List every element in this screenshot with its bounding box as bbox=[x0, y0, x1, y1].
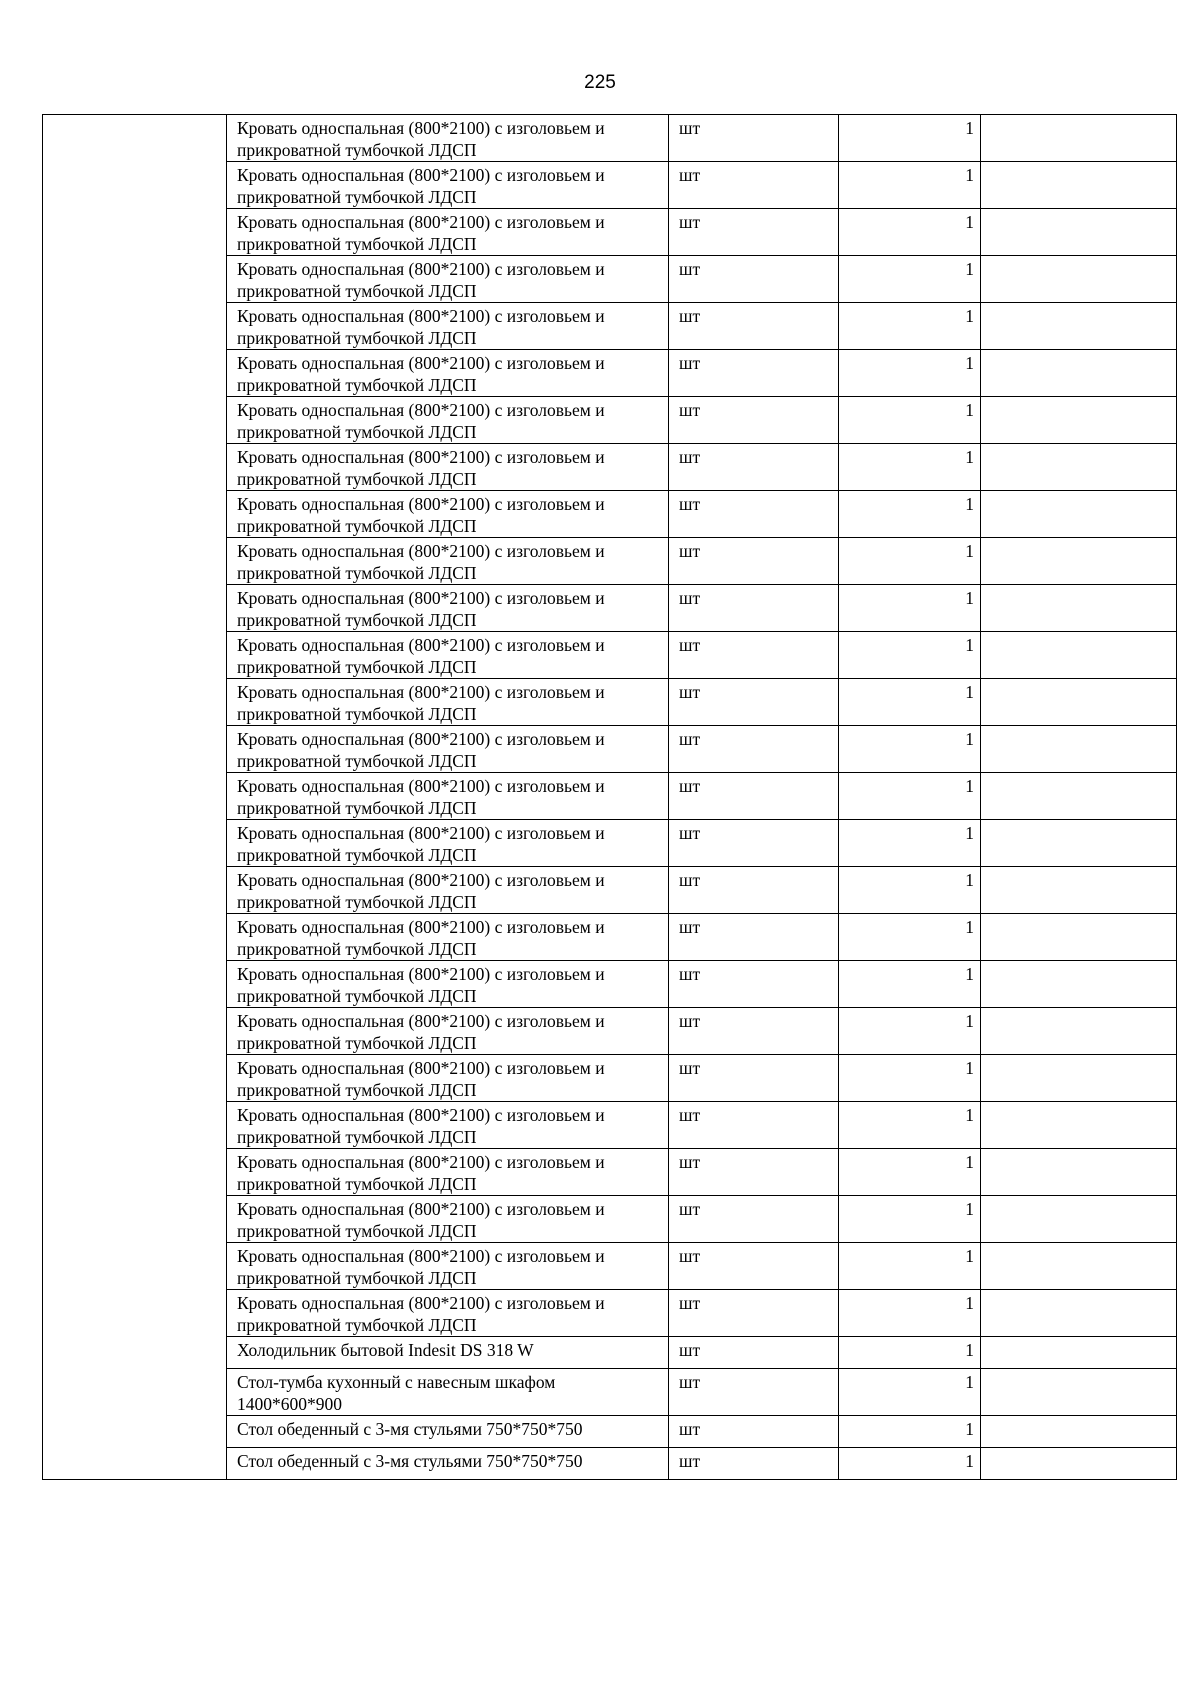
item-name-cell: Кровать односпальная (800*2100) с изголовьем и прикроватной тумбочкой ЛДСП bbox=[227, 256, 669, 303]
empty-cell bbox=[981, 679, 1177, 726]
item-name-cell: Холодильник бытовой Indesit DS 318 W bbox=[227, 1337, 669, 1369]
unit-cell: шт bbox=[669, 1243, 839, 1290]
unit-cell: шт bbox=[669, 1416, 839, 1448]
item-name-cell: Стол обеденный с 3-мя стульями 750*750*750 bbox=[227, 1448, 669, 1480]
empty-cell bbox=[981, 350, 1177, 397]
item-name-cell: Кровать односпальная (800*2100) с изголовьем и прикроватной тумбочкой ЛДСП bbox=[227, 914, 669, 961]
unit-cell: шт bbox=[669, 914, 839, 961]
empty-cell bbox=[981, 538, 1177, 585]
item-name-cell: Кровать односпальная (800*2100) с изголовьем и прикроватной тумбочкой ЛДСП bbox=[227, 1055, 669, 1102]
quantity-cell: 1 bbox=[839, 726, 981, 773]
unit-cell: шт bbox=[669, 632, 839, 679]
item-name-cell: Кровать односпальная (800*2100) с изголовьем и прикроватной тумбочкой ЛДСП bbox=[227, 961, 669, 1008]
unit-cell: шт bbox=[669, 773, 839, 820]
item-name-cell: Стол обеденный с 3-мя стульями 750*750*750 bbox=[227, 1416, 669, 1448]
empty-cell bbox=[981, 162, 1177, 209]
unit-cell: шт bbox=[669, 679, 839, 726]
unit-cell: шт bbox=[669, 1008, 839, 1055]
quantity-cell: 1 bbox=[839, 1290, 981, 1337]
unit-cell: шт bbox=[669, 1149, 839, 1196]
empty-cell bbox=[981, 303, 1177, 350]
item-name-cell: Кровать односпальная (800*2100) с изголовьем и прикроватной тумбочкой ЛДСП bbox=[227, 1196, 669, 1243]
unit-cell: шт bbox=[669, 1337, 839, 1369]
quantity-cell: 1 bbox=[839, 444, 981, 491]
item-name-cell: Кровать односпальная (800*2100) с изголовьем и прикроватной тумбочкой ЛДСП bbox=[227, 679, 669, 726]
empty-cell bbox=[981, 1448, 1177, 1480]
empty-cell bbox=[981, 1369, 1177, 1416]
item-name-cell: Кровать односпальная (800*2100) с изголовьем и прикроватной тумбочкой ЛДСП bbox=[227, 209, 669, 256]
quantity-cell: 1 bbox=[839, 256, 981, 303]
empty-cell bbox=[981, 585, 1177, 632]
quantity-cell: 1 bbox=[839, 350, 981, 397]
quantity-cell: 1 bbox=[839, 1055, 981, 1102]
empty-cell bbox=[981, 1290, 1177, 1337]
item-name-cell: Кровать односпальная (800*2100) с изголовьем и прикроватной тумбочкой ЛДСП bbox=[227, 162, 669, 209]
empty-cell bbox=[981, 1055, 1177, 1102]
empty-cell bbox=[981, 961, 1177, 1008]
empty-cell bbox=[981, 1243, 1177, 1290]
empty-cell bbox=[981, 1102, 1177, 1149]
item-name-cell: Кровать односпальная (800*2100) с изголовьем и прикроватной тумбочкой ЛДСП bbox=[227, 820, 669, 867]
item-name-cell: Кровать односпальная (800*2100) с изголовьем и прикроватной тумбочкой ЛДСП bbox=[227, 1102, 669, 1149]
empty-cell bbox=[981, 115, 1177, 162]
quantity-cell: 1 bbox=[839, 1196, 981, 1243]
item-name-cell: Кровать односпальная (800*2100) с изголовьем и прикроватной тумбочкой ЛДСП bbox=[227, 632, 669, 679]
empty-cell bbox=[981, 773, 1177, 820]
empty-cell bbox=[981, 397, 1177, 444]
unit-cell: шт bbox=[669, 397, 839, 444]
unit-cell: шт bbox=[669, 303, 839, 350]
unit-cell: шт bbox=[669, 256, 839, 303]
empty-cell bbox=[981, 209, 1177, 256]
quantity-cell: 1 bbox=[839, 867, 981, 914]
unit-cell: шт bbox=[669, 1102, 839, 1149]
quantity-cell: 1 bbox=[839, 1243, 981, 1290]
unit-cell: шт bbox=[669, 1290, 839, 1337]
quantity-cell: 1 bbox=[839, 679, 981, 726]
unit-cell: шт bbox=[669, 115, 839, 162]
empty-cell bbox=[981, 256, 1177, 303]
unit-cell: шт bbox=[669, 538, 839, 585]
quantity-cell: 1 bbox=[839, 162, 981, 209]
inventory-table bbox=[42, 114, 1177, 1480]
empty-cell bbox=[981, 491, 1177, 538]
page-number: 225 bbox=[584, 72, 616, 93]
empty-cell bbox=[981, 820, 1177, 867]
unit-cell: шт bbox=[669, 867, 839, 914]
quantity-cell: 1 bbox=[839, 961, 981, 1008]
empty-cell bbox=[981, 1416, 1177, 1448]
inventory-table-body bbox=[43, 115, 1177, 1480]
item-name-cell: Кровать односпальная (800*2100) с изголовьем и прикроватной тумбочкой ЛДСП bbox=[227, 585, 669, 632]
unit-cell: шт bbox=[669, 726, 839, 773]
item-name-cell: Кровать односпальная (800*2100) с изголовьем и прикроватной тумбочкой ЛДСП bbox=[227, 773, 669, 820]
quantity-cell: 1 bbox=[839, 491, 981, 538]
unit-cell: шт bbox=[669, 820, 839, 867]
quantity-cell: 1 bbox=[839, 632, 981, 679]
unit-cell: шт bbox=[669, 585, 839, 632]
item-name-cell: Кровать односпальная (800*2100) с изголовьем и прикроватной тумбочкой ЛДСП bbox=[227, 397, 669, 444]
item-name-cell: Кровать односпальная (800*2100) с изголовьем и прикроватной тумбочкой ЛДСП bbox=[227, 1008, 669, 1055]
empty-cell bbox=[981, 914, 1177, 961]
unit-cell: шт bbox=[669, 209, 839, 256]
empty-cell bbox=[981, 726, 1177, 773]
item-name-cell: Кровать односпальная (800*2100) с изголовьем и прикроватной тумбочкой ЛДСП bbox=[227, 350, 669, 397]
quantity-cell: 1 bbox=[839, 1008, 981, 1055]
unit-cell: шт bbox=[669, 1055, 839, 1102]
item-name-cell: Кровать односпальная (800*2100) с изголовьем и прикроватной тумбочкой ЛДСП bbox=[227, 1290, 669, 1337]
quantity-cell: 1 bbox=[839, 397, 981, 444]
empty-cell bbox=[981, 632, 1177, 679]
item-name-cell: Кровать односпальная (800*2100) с изголовьем и прикроватной тумбочкой ЛДСП bbox=[227, 1149, 669, 1196]
quantity-cell: 1 bbox=[839, 820, 981, 867]
quantity-cell: 1 bbox=[839, 115, 981, 162]
quantity-cell: 1 bbox=[839, 303, 981, 350]
item-name-cell: Кровать односпальная (800*2100) с изголовьем и прикроватной тумбочкой ЛДСП bbox=[227, 538, 669, 585]
item-name-cell: Кровать односпальная (800*2100) с изголовьем и прикроватной тумбочкой ЛДСП bbox=[227, 491, 669, 538]
item-name-cell: Кровать односпальная (800*2100) с изголовьем и прикроватной тумбочкой ЛДСП bbox=[227, 444, 669, 491]
quantity-cell: 1 bbox=[839, 1102, 981, 1149]
item-name-cell: Стол-тумба кухонный с навесным шкафом 1400*600*900 bbox=[227, 1369, 669, 1416]
unit-cell: шт bbox=[669, 1448, 839, 1480]
table-row bbox=[43, 115, 1177, 162]
empty-cell bbox=[981, 1008, 1177, 1055]
empty-cell bbox=[981, 867, 1177, 914]
quantity-cell: 1 bbox=[839, 1416, 981, 1448]
item-name-cell: Кровать односпальная (800*2100) с изголовьем и прикроватной тумбочкой ЛДСП bbox=[227, 726, 669, 773]
quantity-cell: 1 bbox=[839, 914, 981, 961]
quantity-cell: 1 bbox=[839, 773, 981, 820]
empty-cell bbox=[981, 1196, 1177, 1243]
quantity-cell: 1 bbox=[839, 1337, 981, 1369]
empty-cell bbox=[43, 115, 227, 1480]
quantity-cell: 1 bbox=[839, 538, 981, 585]
quantity-cell: 1 bbox=[839, 585, 981, 632]
quantity-cell: 1 bbox=[839, 209, 981, 256]
empty-cell bbox=[981, 1149, 1177, 1196]
item-name-cell: Кровать односпальная (800*2100) с изголовьем и прикроватной тумбочкой ЛДСП bbox=[227, 115, 669, 162]
quantity-cell: 1 bbox=[839, 1448, 981, 1480]
unit-cell: шт bbox=[669, 162, 839, 209]
item-name-cell: Кровать односпальная (800*2100) с изголовьем и прикроватной тумбочкой ЛДСП bbox=[227, 303, 669, 350]
unit-cell: шт bbox=[669, 1196, 839, 1243]
unit-cell: шт bbox=[669, 961, 839, 1008]
unit-cell: шт bbox=[669, 1369, 839, 1416]
unit-cell: шт bbox=[669, 350, 839, 397]
unit-cell: шт bbox=[669, 444, 839, 491]
item-name-cell: Кровать односпальная (800*2100) с изголовьем и прикроватной тумбочкой ЛДСП bbox=[227, 1243, 669, 1290]
quantity-cell: 1 bbox=[839, 1149, 981, 1196]
quantity-cell: 1 bbox=[839, 1369, 981, 1416]
empty-cell bbox=[981, 444, 1177, 491]
item-name-cell: Кровать односпальная (800*2100) с изголовьем и прикроватной тумбочкой ЛДСП bbox=[227, 867, 669, 914]
empty-cell bbox=[981, 1337, 1177, 1369]
unit-cell: шт bbox=[669, 491, 839, 538]
